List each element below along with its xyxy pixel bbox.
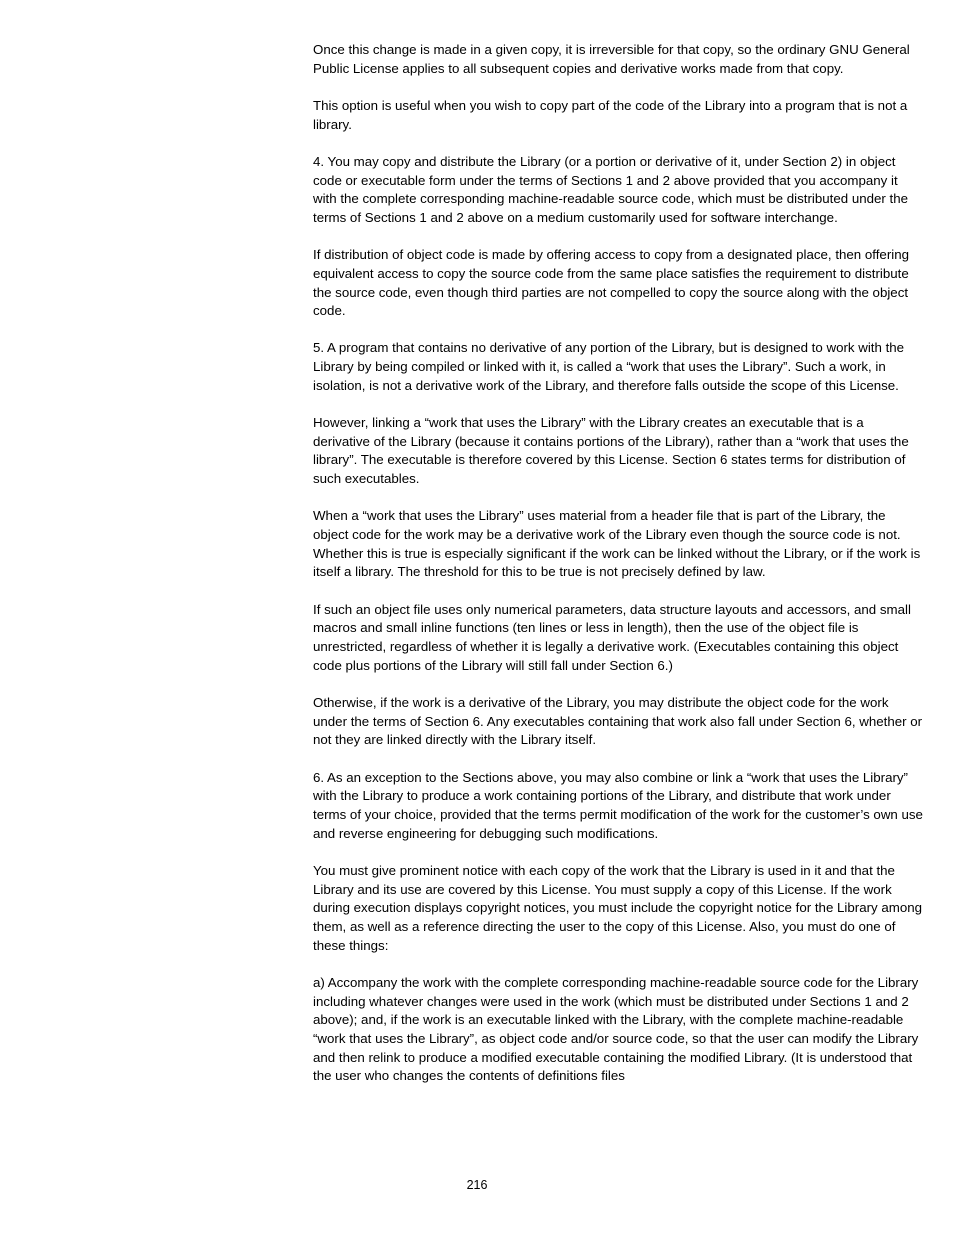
paragraph-option-useful: This option is useful when you wish to copy part of the code of the Library into a program that is not a library. xyxy=(313,97,908,132)
paragraph-linking-work: However, linking a “work that uses the Library” with the Library creates an executable that is a derivative of the Library (because it contains portions of the Library), rather than a “work that uses the library”. The executable is therefore covered by this License. Section 6 states terms for distribution of such executables. xyxy=(313,415,909,487)
paragraph-section-5: 5. A program that contains no derivative of any portion of the Library, but is designed to work with the Library by being compiled or linked with it, is called a “work that uses the Library”. Such a work, in isolation, is not a derivative work of the Library, and therefore falls outside the scope of this License. xyxy=(313,340,905,393)
page-number: 216 xyxy=(466,1178,488,1192)
paragraph-numerical-parameters: If such an object file uses only numerical parameters, data structure layouts and accessors, and small macros and small inline functions (ten lines or less in length), then the use of the object file is unrestricted, regardless of whether it is legally a derivative work. (Executables containing this object code plus portions of the Library will still fall under Section 6.) xyxy=(313,601,911,673)
paragraph-prominent-notice: You must give prominent notice with each copy of the work that the Library is used in it and that the Library and its use are covered by this License. You must supply a copy of this License. If the work during execution displays copyright notices, you must include the copyright notice for the Library among them, as well as a reference directing the user to the copy of this License. Also, you must do one of these things: xyxy=(313,862,923,953)
paragraph-section-6: 6. As an exception to the Sections above, you may also combine or link a “work that uses the Library” with the Library to produce a work containing portions of the Library, and distribute that work under terms of your choice, provided that the terms permit modification of the work for the customer’s own use and reverse engineering for debugging such modifications. xyxy=(313,769,923,841)
paragraph-change-irreversible: Once this change is made in a given copy, it is irreversible for that copy, so the ordinary GNU General Public License applies to all subsequent copies and derivative works made from that copy. xyxy=(313,42,910,76)
paragraph-header-file: When a “work that uses the Library” uses material from a header file that is part of the Library, the object code for the work may be a derivative work of the Library even though the source code is not. Whether this is true is especially significant if the work can be linked without the Library, or if the work is itself a library. The threshold for this to be true is not precisely defined by law. xyxy=(313,508,921,580)
paragraph-option-a: a) Accompany the work with the complete corresponding machine-readable source code for the Library including whatever changes were used in the work (which must be distributed under Sections 1 and 2 above); and, if the work is an executable linked with the Library, with the complete machine-readable “work that uses the Library”, as object code and/or source code, so that the user can modify the Library and then relink to produce a modified executable containing the modified Library. (It is understood that the user who changes the contents of definitions files xyxy=(313,974,919,1084)
paragraph-otherwise-derivative: Otherwise, if the work is a derivative of the Library, you may distribute the object code for the work under the terms of Section 6. Any executables containing that work also fall under Section 6, whether or not they are linked directly with the Library itself. xyxy=(313,694,923,748)
paragraph-section-4: 4. You may copy and distribute the Library (or a portion or derivative of it, under Section 2) in object code or executable form under the terms of Sections 1 and 2 above provided that you accompany it with the complete corresponding machine-readable source code, which must be distributed under the terms of Sections 1 and 2 above on a medium customarily used for software interchange. xyxy=(313,153,909,225)
document-body xyxy=(313,41,923,1105)
paragraph-distribution-object-code: If distribution of object code is made by offering access to copy from a designated place, then offering equivalent access to copy the source code from the same place satisfies the requirement to distribute the source code, even though third parties are not compelled to copy the source along with the object code. xyxy=(313,247,910,319)
